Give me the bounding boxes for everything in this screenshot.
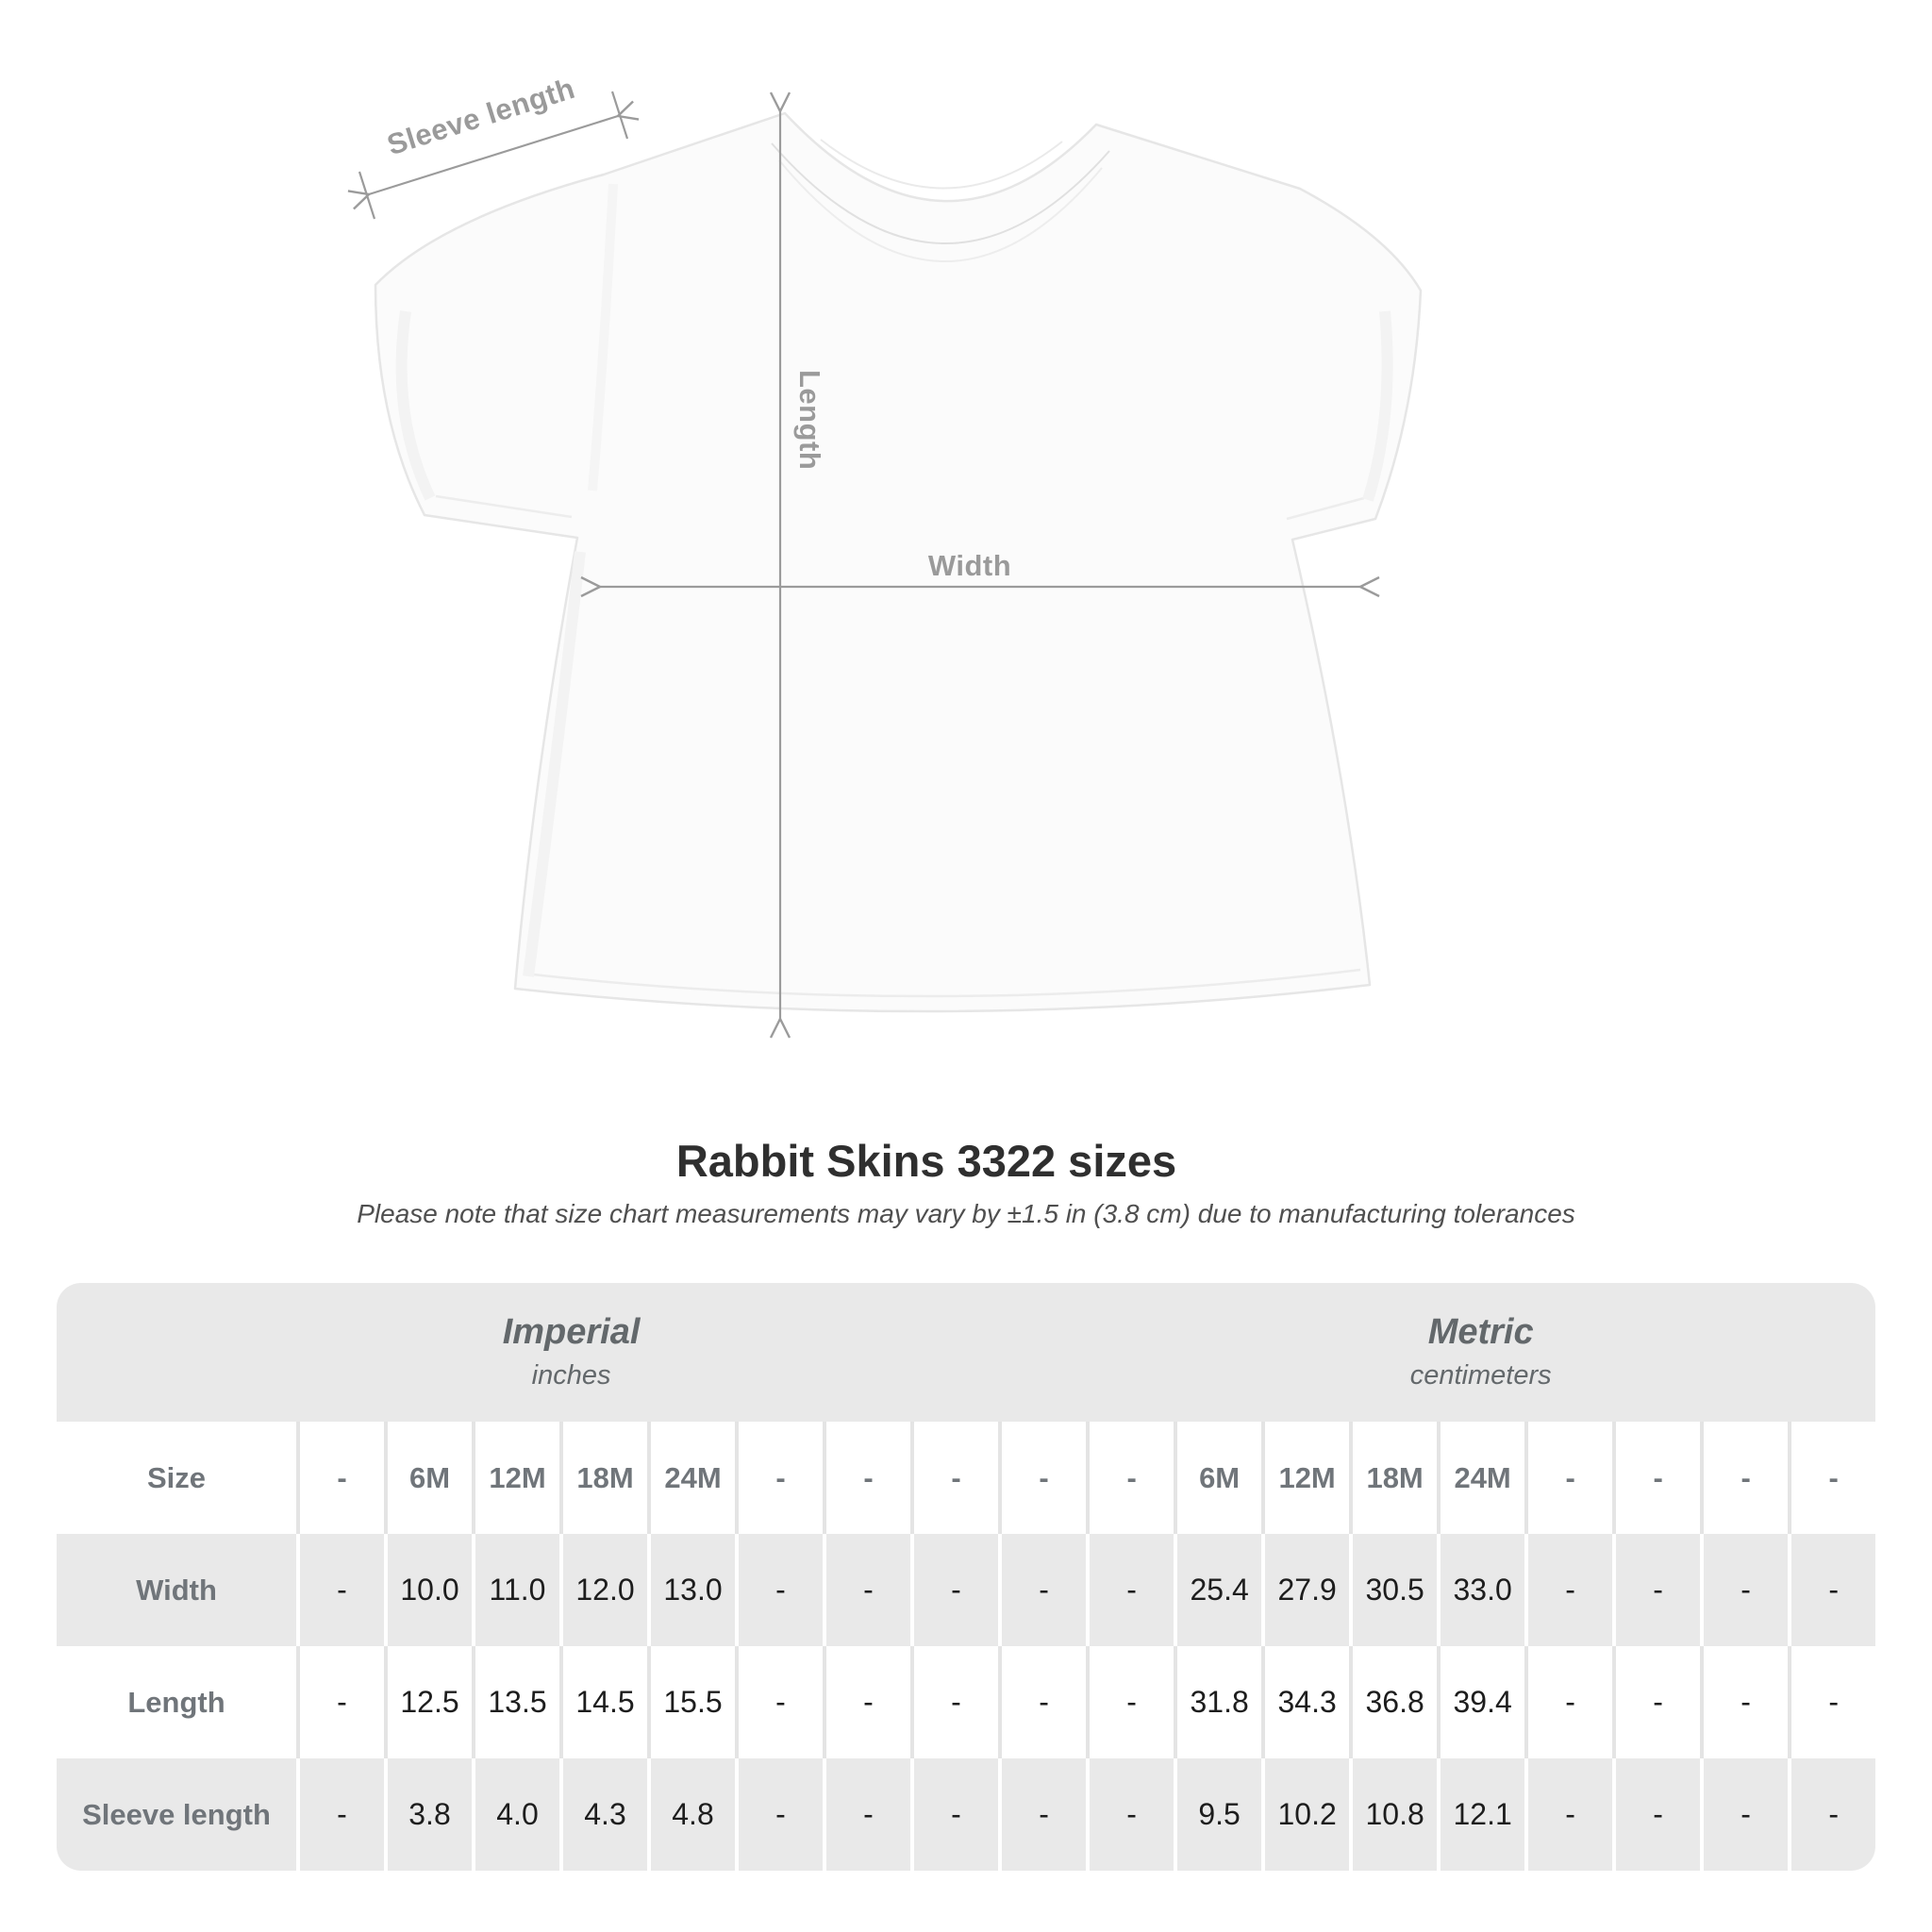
cell: - (1086, 1758, 1174, 1871)
cell: - (1612, 1646, 1700, 1758)
cell: 33.0 (1437, 1534, 1524, 1646)
cell: - (296, 1758, 384, 1871)
cell: 4.8 (647, 1758, 735, 1871)
cell: - (296, 1534, 384, 1646)
page-title: Rabbit Skins 3322 sizes (675, 1136, 1177, 1186)
cell: 13.0 (647, 1534, 735, 1646)
cell: 14.5 (559, 1646, 647, 1758)
cell: - (1700, 1534, 1788, 1646)
cell: - (1612, 1758, 1700, 1871)
cell: 31.8 (1174, 1646, 1261, 1758)
cell: 18M (559, 1422, 647, 1534)
cell: - (998, 1646, 1086, 1758)
length-label: Length (793, 370, 826, 471)
cell: 39.4 (1437, 1646, 1524, 1758)
table-row-length (57, 1646, 1875, 1758)
cell: 12.1 (1437, 1758, 1524, 1871)
size-table (57, 1283, 1875, 1871)
unit-group-unit: centimeters (1409, 1360, 1552, 1391)
width-label: Width (927, 549, 1012, 582)
cell: - (998, 1758, 1086, 1871)
cell: - (910, 1646, 998, 1758)
cell: - (1788, 1534, 1875, 1646)
cell: 36.8 (1349, 1646, 1437, 1758)
table-row-sleeve-length (57, 1758, 1875, 1871)
cell: - (735, 1646, 823, 1758)
cell: - (735, 1422, 823, 1534)
cell: 27.9 (1261, 1534, 1349, 1646)
unit-group-unit: inches (531, 1360, 611, 1391)
cell: - (910, 1534, 998, 1646)
sleeve-length-label: Sleeve length (383, 71, 579, 162)
cell: - (1086, 1422, 1174, 1534)
cell: - (1524, 1646, 1612, 1758)
cell: - (1086, 1646, 1174, 1758)
unit-header-row (57, 1283, 1875, 1422)
row-label: Size (57, 1422, 296, 1534)
cell: 12.5 (384, 1646, 472, 1758)
cell: - (1524, 1758, 1612, 1871)
cell: 15.5 (647, 1646, 735, 1758)
cell: 25.4 (1174, 1534, 1261, 1646)
cell: - (823, 1646, 910, 1758)
cell: 34.3 (1261, 1646, 1349, 1758)
table-row-width (57, 1534, 1875, 1646)
cell: 12M (472, 1422, 559, 1534)
cell: - (910, 1422, 998, 1534)
cell: - (998, 1422, 1086, 1534)
unit-group-name: Imperial (502, 1311, 641, 1352)
cell: - (1612, 1422, 1700, 1534)
cell: 6M (384, 1422, 472, 1534)
cell: - (1086, 1534, 1174, 1646)
cell: - (823, 1422, 910, 1534)
cell: 12M (1261, 1422, 1349, 1534)
cell: - (296, 1646, 384, 1758)
cell: 4.0 (472, 1758, 559, 1871)
cell: - (910, 1758, 998, 1871)
cell: - (1788, 1758, 1875, 1871)
cell: - (1700, 1422, 1788, 1534)
cell: - (1700, 1646, 1788, 1758)
unit-group-imperial (57, 1283, 1086, 1422)
cell: - (1788, 1646, 1875, 1758)
row-label: Width (57, 1534, 296, 1646)
cell: 12.0 (559, 1534, 647, 1646)
cell: 10.2 (1261, 1758, 1349, 1871)
cell: - (1524, 1422, 1612, 1534)
cell: 24M (1437, 1422, 1524, 1534)
cell: 24M (647, 1422, 735, 1534)
cell: 18M (1349, 1422, 1437, 1534)
table-row-size (57, 1422, 1875, 1534)
cell: - (1524, 1534, 1612, 1646)
cell: - (998, 1534, 1086, 1646)
cell: 6M (1174, 1422, 1261, 1534)
unit-group-metric (1086, 1283, 1875, 1422)
cell: - (1788, 1422, 1875, 1534)
row-label: Length (57, 1646, 296, 1758)
cell: - (823, 1534, 910, 1646)
cell: 30.5 (1349, 1534, 1437, 1646)
cell: 10.8 (1349, 1758, 1437, 1871)
cell: - (735, 1534, 823, 1646)
cell: 10.0 (384, 1534, 472, 1646)
cell: - (1612, 1534, 1700, 1646)
cell: 11.0 (472, 1534, 559, 1646)
cell: 4.3 (559, 1758, 647, 1871)
cell: 3.8 (384, 1758, 472, 1871)
row-label: Sleeve length (57, 1758, 296, 1871)
cell: 13.5 (472, 1646, 559, 1758)
cell: 9.5 (1174, 1758, 1261, 1871)
unit-group-name: Metric (1427, 1311, 1534, 1352)
page-subtitle: Please note that size chart measurements may vary by ±1.5 in (3.8 cm) due to manufacturing tolerances (357, 1199, 1575, 1228)
cell: - (1700, 1758, 1788, 1871)
cell: - (296, 1422, 384, 1534)
cell: - (823, 1758, 910, 1871)
cell: - (735, 1758, 823, 1871)
